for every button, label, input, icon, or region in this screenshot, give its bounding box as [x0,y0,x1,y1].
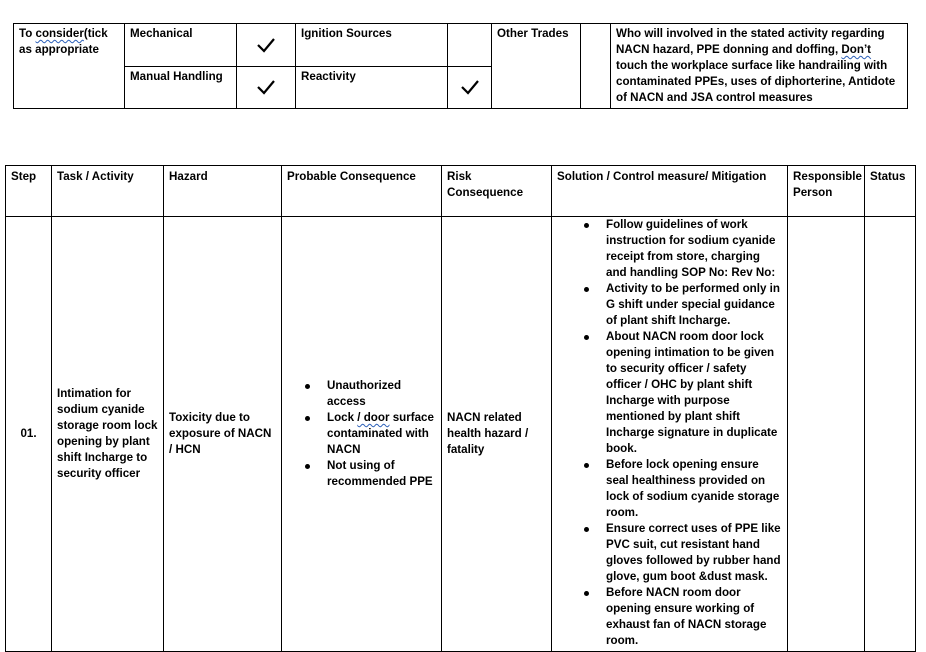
category-mechanical: Mechanical [125,24,237,67]
header-consequence: Probable Consequence [282,166,442,217]
list-item: Ensure correct uses of PPE like PVC suit, cut resistant hand gloves followed by rubber hand glove, gum boot &dust mask. [606,522,781,583]
consequence-cell [282,217,442,652]
category-ignition-sources: Ignition Sources [296,24,448,67]
header-step: Step [6,166,52,217]
checkmark-icon [448,79,491,95]
header-status: Status [865,166,916,217]
reactivity-check-cell[interactable] [448,66,492,109]
consequence-list [287,378,436,490]
task-activity: Intimation for sodium cyanide storage room lock opening by plant shift Incharge to security officer [52,217,164,652]
consider-label-cell: To consider(tick as appropriate [14,24,125,109]
door-link-text: / door [357,411,390,424]
list-item: Before lock opening ensure seal healthiness provided on lock of sodium cyanide storage room. [606,457,782,521]
list-item: Follow guidelines of work instruction for sodium cyanide receipt from store, charging and handling SOP No: Rev No: [606,217,782,281]
header-task: Task / Activity [52,166,164,217]
table-row [6,217,916,652]
ignition-check-cell[interactable] [448,24,492,67]
header-hazard: Hazard [164,166,282,217]
list-item: Unauthorized access [327,378,436,410]
list-item: About NACN room door lock opening intimation to be given to security officer / safety officer / OHC by plant shift Incharge with purpose mentioned by plant shift Incharge signature in duplicate book. [606,329,782,457]
table-header-row [6,166,916,217]
solution-cell [552,217,788,652]
category-reactivity: Reactivity [296,66,448,109]
list-item: Lock / door surface contaminated with NACN [327,410,436,458]
category-other-trades: Other Trades [492,24,581,109]
header-solution: Solution / Control measure/ Mitigation [552,166,788,217]
list-item: Before NACN room door opening ensure working of exhaust fan of NACN storage room. [606,585,782,649]
consider-table [13,23,908,109]
step-number: 01. [6,217,52,652]
solution-list [557,217,782,649]
dont-word: Don’t [841,43,872,56]
consider-link-word: consider [35,27,84,40]
responsible-person[interactable] [788,217,865,652]
mechanical-check-cell[interactable] [237,24,296,67]
list-item: Not using of recommended PPE [327,458,436,490]
consider-note-cell: Who will involved in the stated activity regarding NACN hazard, PPE donning and doffing, Don’t touch the workplace surface like handrailing with contaminated PPEs, uses of diphorterine, Antidote of NACN and JSA control measures [611,24,908,109]
risk-consequence: NACN related health hazard / fatality [442,217,552,652]
manual-handling-check-cell[interactable] [237,66,296,109]
checkmark-icon [237,37,295,53]
jsa-table [5,165,916,652]
consider-row-1 [14,24,908,67]
other-trades-check-cell[interactable] [581,24,611,109]
header-responsible: Responsible Person [788,166,865,217]
list-item: Activity to be performed only in G shift under special guidance of plant shift Incharge. [606,281,782,329]
checkmark-icon [237,79,295,95]
header-risk: Risk Consequence [442,166,552,217]
hazard-text: Toxicity due to exposure of NACN / HCN [164,217,282,652]
category-manual-handling: Manual Handling [125,66,237,109]
status-cell[interactable] [865,217,916,652]
